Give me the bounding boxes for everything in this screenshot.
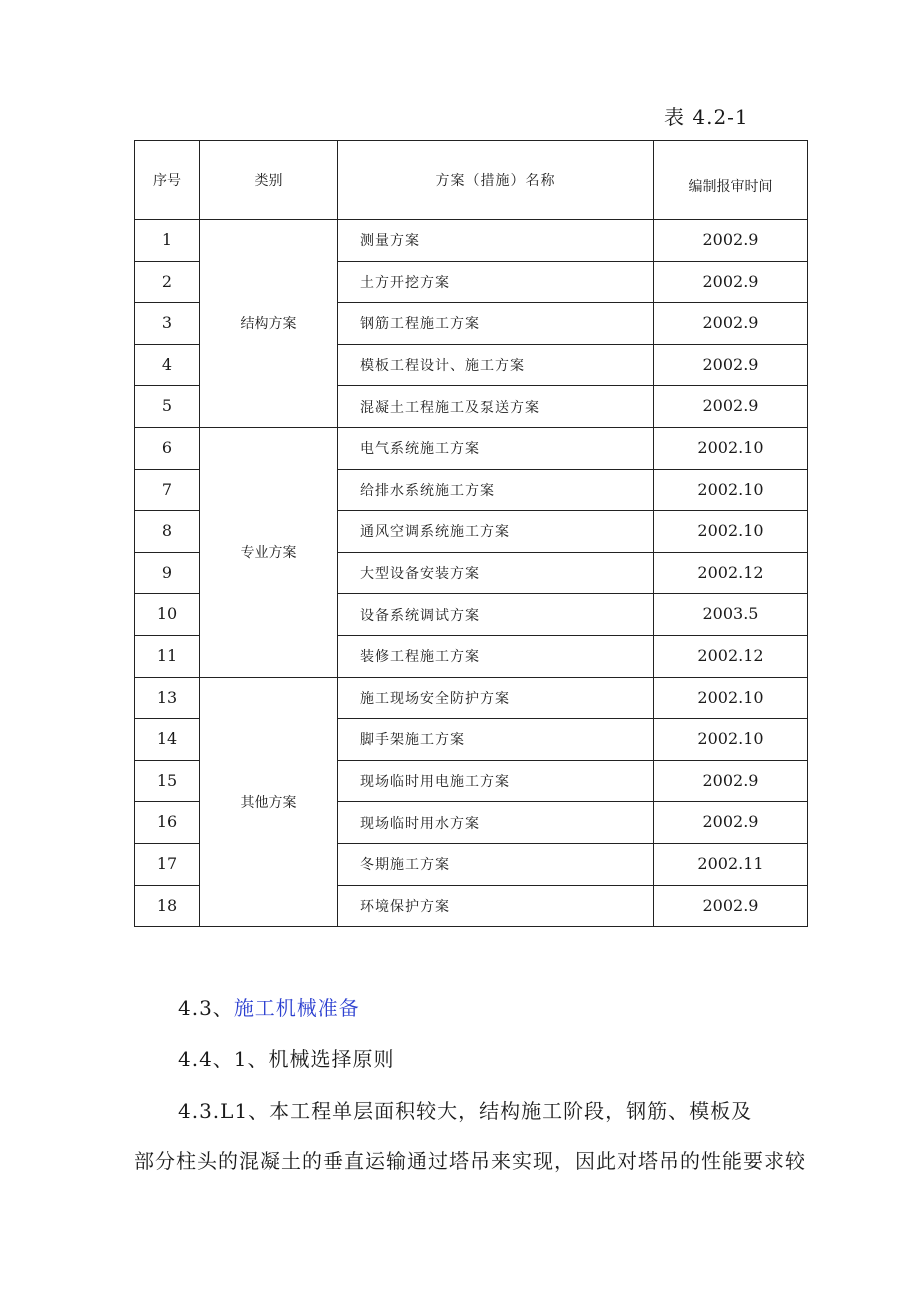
submission-date: 2002.9 [654, 386, 808, 428]
row-number: 7 [135, 469, 200, 511]
header-no: 序号 [135, 141, 200, 220]
row-number: 18 [135, 885, 200, 927]
row-number: 10 [135, 594, 200, 636]
section-4-3-number: 4.3、 [178, 996, 234, 1020]
plan-name: 大型设备安装方案 [338, 552, 654, 594]
row-number: 2 [135, 261, 200, 303]
plan-name: 电气系统施工方案 [338, 427, 654, 469]
submission-date: 2002.9 [654, 885, 808, 927]
row-number: 11 [135, 635, 200, 677]
submission-date: 2003.5 [654, 594, 808, 636]
section-4-3-heading [178, 992, 360, 1021]
submission-date: 2002.9 [654, 303, 808, 345]
row-number: 14 [135, 719, 200, 761]
plan-name: 环境保护方案 [338, 885, 654, 927]
submission-date: 2002.10 [654, 469, 808, 511]
section-4-4-heading: 4.4、1、机械选择原则 [178, 1047, 395, 1071]
submission-date: 2002.12 [654, 635, 808, 677]
row-number: 15 [135, 760, 200, 802]
submission-date: 2002.9 [654, 344, 808, 386]
row-number: 6 [135, 427, 200, 469]
row-number: 13 [135, 677, 200, 719]
plan-name: 给排水系统施工方案 [338, 469, 654, 511]
paragraph-line-1: 4.3.L1、本工程单层面积较大，结构施工阶段，钢筋、模板及 [178, 1099, 753, 1123]
plan-name: 脚手架施工方案 [338, 719, 654, 761]
row-number: 8 [135, 511, 200, 553]
table-row [135, 220, 808, 262]
plan-name: 通风空调系统施工方案 [338, 511, 654, 553]
plan-name: 测量方案 [338, 220, 654, 262]
row-number: 1 [135, 220, 200, 262]
header-date: 编制报审时间 [654, 141, 808, 220]
row-number: 3 [135, 303, 200, 345]
plan-name: 现场临时用水方案 [338, 802, 654, 844]
construction-plan-table [134, 140, 808, 927]
submission-date: 2002.9 [654, 760, 808, 802]
submission-date: 2002.9 [654, 261, 808, 303]
category-cell: 其他方案 [200, 677, 338, 927]
section-4-3-title-link[interactable]: 施工机械准备 [233, 996, 360, 1020]
header-category: 类别 [200, 141, 338, 220]
header-name: 方案（措施）名称 [338, 141, 654, 220]
plan-name: 模板工程设计、施工方案 [338, 344, 654, 386]
submission-date: 2002.12 [654, 552, 808, 594]
submission-date: 2002.10 [654, 511, 808, 553]
category-cell: 结构方案 [200, 220, 338, 428]
plan-name: 现场临时用电施工方案 [338, 760, 654, 802]
row-number: 16 [135, 802, 200, 844]
row-number: 4 [135, 344, 200, 386]
submission-date: 2002.11 [654, 843, 808, 885]
paragraph-line-2: 部分柱头的混凝土的垂直运输通过塔吊来实现，因此对塔吊的性能要求较 [134, 1149, 806, 1173]
submission-date: 2002.10 [654, 719, 808, 761]
row-number: 9 [135, 552, 200, 594]
plan-name: 混凝土工程施工及泵送方案 [338, 386, 654, 428]
table-caption: 表 4.2-1 [664, 105, 749, 129]
submission-date: 2002.10 [654, 427, 808, 469]
submission-date: 2002.9 [654, 802, 808, 844]
table-row [135, 427, 808, 469]
table-header-row [135, 141, 808, 220]
submission-date: 2002.9 [654, 220, 808, 262]
plan-name: 施工现场安全防护方案 [338, 677, 654, 719]
submission-date: 2002.10 [654, 677, 808, 719]
category-cell: 专业方案 [200, 427, 338, 677]
plan-name: 土方开挖方案 [338, 261, 654, 303]
row-number: 17 [135, 843, 200, 885]
plan-name: 设备系统调试方案 [338, 594, 654, 636]
plan-name: 装修工程施工方案 [338, 635, 654, 677]
plan-name: 钢筋工程施工方案 [338, 303, 654, 345]
table-row [135, 677, 808, 719]
row-number: 5 [135, 386, 200, 428]
plan-name: 冬期施工方案 [338, 843, 654, 885]
